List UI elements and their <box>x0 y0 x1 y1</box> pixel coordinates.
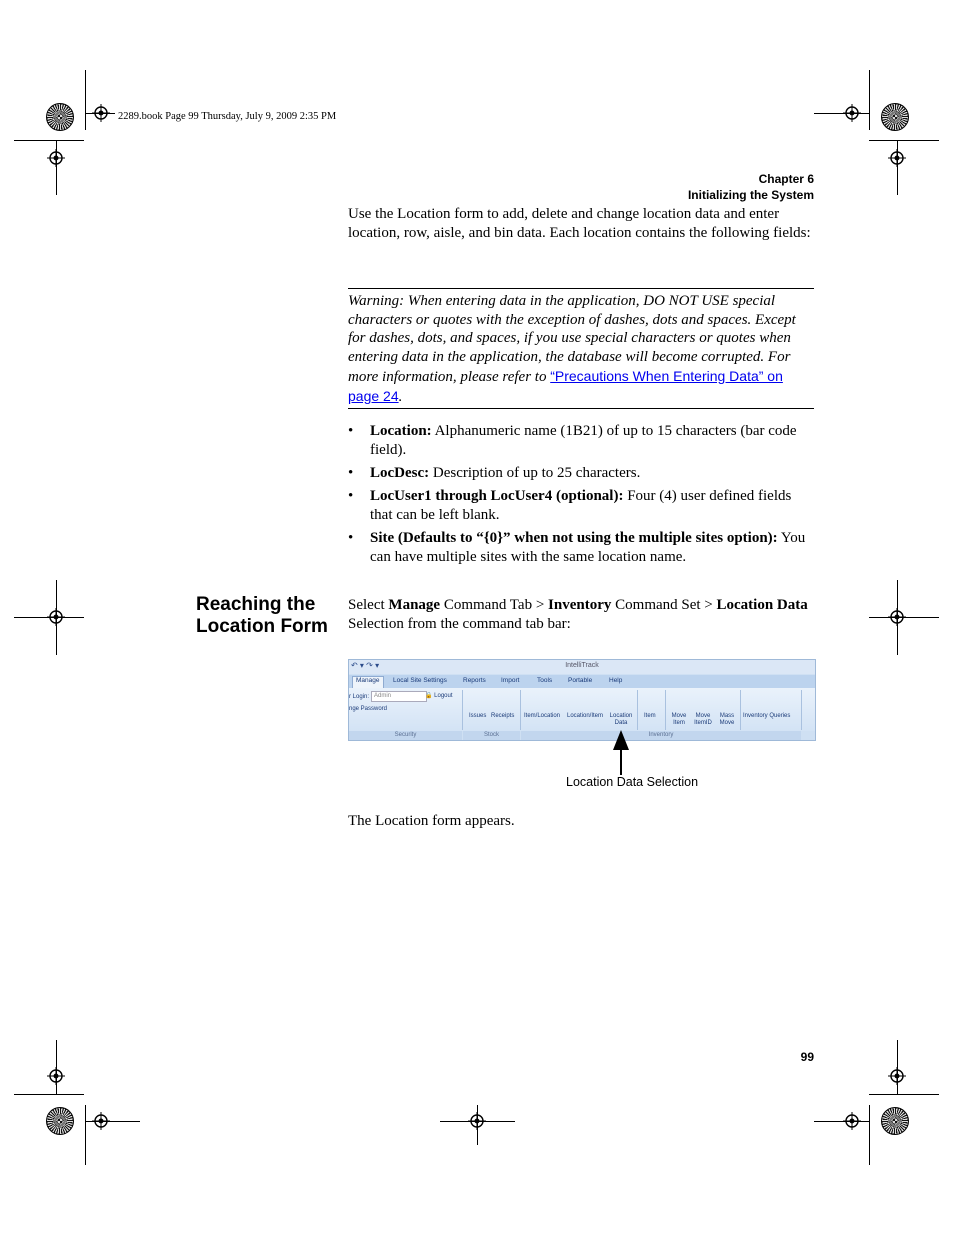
registration-mark-icon <box>92 104 110 122</box>
ribbon-screenshot <box>348 659 816 741</box>
group-stock-label: Stock <box>463 731 520 740</box>
section-heading: Reaching the Location Form <box>196 594 328 637</box>
bullet-icon: • <box>348 465 354 481</box>
logout-button[interactable]: 🔒 Logout <box>425 693 453 699</box>
tab-tools[interactable]: Tools <box>537 677 553 684</box>
field-description: Description of up to 25 characters. <box>429 465 641 481</box>
registration-mark-icon <box>888 608 906 626</box>
warning-top-rule <box>348 288 814 289</box>
ribbon-app-title: IntelliTrack <box>565 662 599 669</box>
field-description: You can have multiple sites with the same location name. <box>370 530 806 565</box>
color-target-icon <box>46 103 74 131</box>
receipts-button[interactable]: Receipts <box>491 713 515 719</box>
ribbon-tab-bar <box>349 675 815 688</box>
tab-manage[interactable]: Manage <box>352 676 384 689</box>
warning-note <box>348 292 814 406</box>
registration-mark-icon <box>843 1112 861 1130</box>
ui-command-name: Location Data <box>716 597 808 613</box>
ui-command-name: Inventory <box>548 597 612 613</box>
warning-text: Warning: When entering data in the application, DO NOT USE special characters or quotes with the exception of dashes, dots and spaces. Except for dashes, dots, and spaces, if you use special characters or quotes when entering data in the application, the database will become corrupted. For more information, please refer to <box>348 293 796 385</box>
issues-button[interactable]: Issues <box>469 713 487 719</box>
registration-mark-icon <box>888 1067 906 1085</box>
inventory-queries-button[interactable]: Inventory Queries <box>743 713 791 719</box>
tab-help[interactable]: Help <box>609 677 623 684</box>
mass-move-button[interactable]: Mass Move <box>719 713 735 726</box>
chapter-title: Initializing the System <box>687 188 814 202</box>
item-button[interactable]: Item <box>644 713 656 719</box>
paragraph-text: Command Set > <box>611 597 717 613</box>
group-separator <box>637 690 638 730</box>
paragraph-text: Selection from the command tab bar: <box>348 616 571 632</box>
color-target-icon <box>881 103 909 131</box>
move-item-button[interactable]: Move Item <box>671 713 687 726</box>
callout-arrow-shaft <box>620 748 622 775</box>
field-description: Four (4) user defined fields that can be left blank. <box>370 488 792 523</box>
registration-mark-icon <box>47 1067 65 1085</box>
list-item <box>348 464 814 483</box>
paragraph-text: Command Tab > <box>440 597 549 613</box>
registration-mark-icon <box>47 149 65 167</box>
tab-local-site-settings[interactable]: Local Site Settings <box>393 677 447 684</box>
list-item <box>348 487 814 525</box>
after-text: The Location form appears. <box>348 813 515 829</box>
ui-command-name: Manage <box>388 597 441 613</box>
list-item <box>348 529 814 567</box>
callout-label: Location Data Selection <box>566 775 699 789</box>
change-password-button[interactable]: nge Password <box>349 706 388 712</box>
field-name: Location: <box>370 423 432 439</box>
list-item <box>348 422 814 460</box>
group-security-label: Security <box>349 731 462 740</box>
field-description: Alphanumeric name (1B21) of up to 15 characters (bar code field). <box>370 423 797 458</box>
page-number: 99 <box>800 1050 814 1064</box>
ribbon-title-bar <box>349 660 815 674</box>
bullet-icon: • <box>348 423 354 439</box>
precautions-link[interactable]: “Precautions When Entering Data” on page 24 <box>348 367 783 404</box>
location-data-button[interactable]: Location Data <box>609 713 633 726</box>
color-target-icon <box>881 1107 909 1135</box>
logout-label: Logout <box>434 693 453 699</box>
field-list <box>348 422 814 571</box>
registration-mark-icon <box>468 1112 486 1130</box>
group-inventory-label: Inventory <box>521 731 801 740</box>
location-item-button[interactable]: Location/Item <box>567 713 604 719</box>
chapter-header <box>688 171 814 203</box>
color-target-icon <box>46 1107 74 1135</box>
section-paragraph <box>348 596 814 634</box>
registration-mark-icon <box>92 1112 110 1130</box>
callout-arrow-head <box>613 730 629 750</box>
group-separator <box>740 690 741 730</box>
move-itemid-button[interactable]: Move ItemID <box>694 713 712 726</box>
warning-bottom-rule <box>348 408 814 409</box>
group-separator <box>462 690 463 730</box>
field-name: LocDesc: <box>370 465 430 481</box>
group-separator <box>520 690 521 730</box>
bullet-icon: • <box>348 530 354 546</box>
group-separator <box>665 690 666 730</box>
group-separator <box>801 690 802 730</box>
intro-paragraph: Use the Location form to add, delete and change location data and enter location, row, aisle, and bin data. Each location contains the following fields: <box>348 206 811 241</box>
tab-import[interactable]: Import <box>501 677 520 684</box>
registration-mark-icon <box>888 149 906 167</box>
warning-end: . <box>398 388 403 405</box>
login-label: r Login: <box>349 694 370 700</box>
field-name: LocUser1 through LocUser4 (optional): <box>370 488 624 504</box>
registration-mark-icon <box>47 608 65 626</box>
undo-icon[interactable]: ↶ ▾ ↷ ▾ <box>351 661 380 670</box>
field-name: Site (Defaults to “{0}” when not using the multiple sites option): <box>370 530 778 546</box>
login-select[interactable]: Admin <box>371 691 427 702</box>
paragraph-text: Select <box>348 597 389 613</box>
item-location-button[interactable]: Item/Location <box>524 713 561 719</box>
tab-reports[interactable]: Reports <box>463 677 486 684</box>
chapter-number: Chapter 6 <box>758 172 814 186</box>
book-header: 2289.book Page 99 Thursday, July 9, 2009 2:35 PM <box>118 111 337 122</box>
registration-mark-icon <box>843 104 861 122</box>
bullet-icon: • <box>348 488 354 504</box>
tab-portable[interactable]: Portable <box>568 677 593 684</box>
